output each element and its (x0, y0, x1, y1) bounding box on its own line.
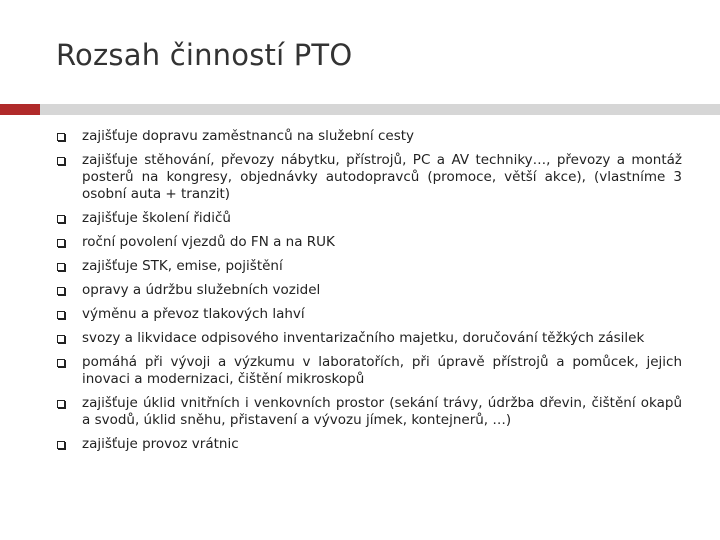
square-bullet-icon (57, 157, 65, 165)
list-item-text: zajišťuje úklid vnitřních i venkovních prostor (sekání trávy, údržba dřevin, čištění okapů a svodů, úklid sněhu, přistavení a vývozu jímek, kontejnerů, …) (82, 395, 682, 428)
list-item-text: pomáhá při vývoji a výzkumu v laboratořích, při úpravě přístrojů a pomůcek, jejich inovaci a modernizaci, čištění mikroskopů (82, 354, 682, 387)
square-bullet-icon (57, 287, 65, 295)
list-item-text: zajišťuje STK, emise, pojištění (82, 258, 283, 274)
divider-bar (40, 104, 720, 115)
list-item-text: výměnu a převoz tlakových lahví (82, 306, 305, 322)
divider-accent (0, 104, 40, 115)
list-item (56, 210, 682, 227)
list-item-text: zajišťuje dopravu zaměstnanců na služební cesty (82, 128, 415, 144)
square-bullet-icon (57, 311, 65, 319)
square-bullet-icon (57, 133, 65, 141)
square-bullet-icon (57, 263, 65, 271)
square-bullet-icon (57, 215, 65, 223)
bullet-list (56, 128, 682, 460)
list-item-text: opravy a údržbu služebních vozidel (82, 282, 321, 298)
square-bullet-icon (57, 239, 65, 247)
list-item-text: zajišťuje stěhování, převozy nábytku, přístrojů, PC a AV techniky…, převozy a montáž posterů na kongresy, objednávky autodopravců (promoce, větší akce), (vlastníme 3 osobní auta + tranzit) (82, 152, 682, 202)
list-item (56, 152, 682, 203)
list-item (56, 330, 682, 347)
list-item-text: zajišťuje školení řidičů (82, 210, 231, 226)
list-item (56, 258, 682, 275)
square-bullet-icon (57, 400, 65, 408)
list-item (56, 282, 682, 299)
list-item-text: zajišťuje provoz vrátnic (82, 436, 239, 452)
square-bullet-icon (57, 441, 65, 449)
list-item (56, 436, 682, 453)
list-item (56, 306, 682, 323)
square-bullet-icon (57, 359, 65, 367)
list-item (56, 128, 682, 145)
list-item-text: roční povolení vjezdů do FN a na RUK (82, 234, 335, 250)
slide-title: Rozsah činností PTO (56, 38, 353, 72)
square-bullet-icon (57, 335, 65, 343)
list-item-text: svozy a likvidace odpisového inventarizačního majetku, doručování těžkých zásilek (82, 330, 645, 346)
list-item (56, 395, 682, 429)
title-divider (0, 104, 720, 115)
list-item (56, 354, 682, 388)
list-item (56, 234, 682, 251)
